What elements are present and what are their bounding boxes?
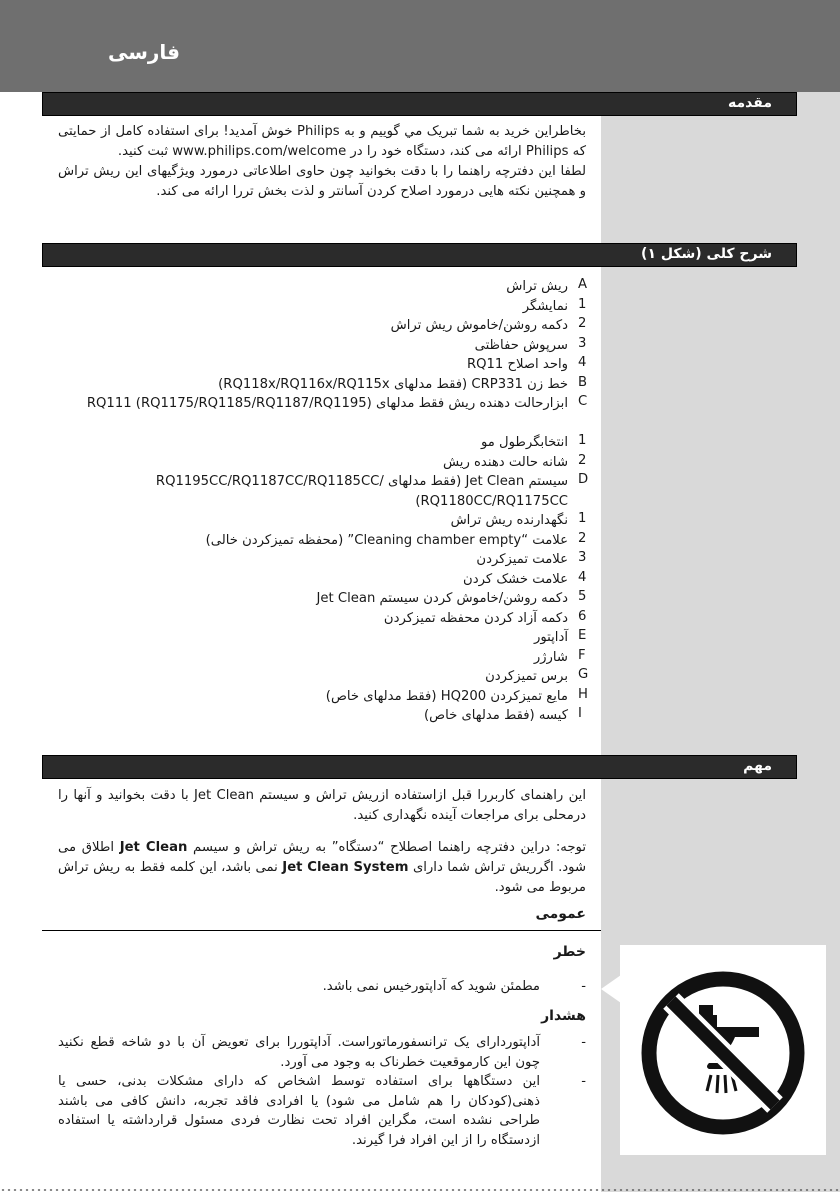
part-description: کیسه (فقط مدلهای خاص) <box>424 708 568 723</box>
danger-list <box>58 977 586 997</box>
subhead-general: عمومی <box>535 906 586 922</box>
parts-list-item <box>80 277 600 297</box>
subhead-danger: خطر <box>553 944 586 960</box>
bullet-text: این دستگاهها برای استفاده توسط اشخاص که دارای مشکلات بدنی، حسی یا ذهنی(کودکان را هم شامل می شود) یا افرادی فاقد تجربه، دانش کافی می باشند طراحی نشده است، مگراین افراد تحت نظارت فردی مسئول قرارداشته یا استفاده ازدستگاه را از این افراد فرا گیرند. <box>58 1074 540 1148</box>
note-bold-1: Jet Clean <box>119 840 188 855</box>
part-description: شارژر <box>533 649 568 665</box>
section-title-intro: مقدمه <box>728 95 772 111</box>
part-description: نگهدارنده ریش تراش <box>450 513 568 528</box>
part-code: 2 <box>578 530 587 546</box>
section-title-overview: شرح کلی (شکل ۱) <box>641 246 772 262</box>
parts-list-item <box>80 706 600 726</box>
part-code: C <box>578 394 588 409</box>
note-bold-2: Jet Clean System <box>282 860 409 875</box>
parts-list-item <box>80 375 600 395</box>
part-description: سرپوش حفاظتی <box>474 337 568 353</box>
part-description: مایع تمیزکردن HQ200 (فقط مدلهای خاص) <box>325 688 568 704</box>
parts-list-item <box>80 355 600 375</box>
bullet-text: مطمئن شوید که آداپتورخیس نمی باشد. <box>322 979 540 994</box>
section-bar-important <box>42 755 797 779</box>
part-description: علامت “Cleaning chamber empty” (محفظه تمیزکردن خالی) <box>205 532 568 548</box>
part-code: G <box>578 667 589 682</box>
bullet-dash: - <box>581 1035 586 1050</box>
bullet-item <box>58 1033 586 1072</box>
note-text-3: نمی باشد، این کلمه فقط به ریش تراش مربوط می شود. <box>58 860 586 895</box>
part-description: خط زن CRP331 (فقط مدلهای RQ118x/RQ116x/RQ115x) <box>218 376 568 392</box>
no-water-tap-icon <box>637 967 809 1139</box>
part-description: علامت خشک کردن <box>463 571 568 587</box>
part-description: ریش تراش <box>506 279 568 294</box>
part-code: A <box>578 277 588 292</box>
bullet-item <box>58 977 586 997</box>
parts-list-item <box>80 531 600 551</box>
part-code: B <box>578 374 588 390</box>
part-description: واحد اصلاح RQ11 <box>466 357 568 372</box>
part-code: H <box>578 686 588 702</box>
part-code: 3 <box>578 550 587 565</box>
intro-paragraph-2: لطفا این دفترچه راهنما را با دقت بخوانید چون حاوی اطلاعاتی درمورد ویژگیهای این ریش تراش و همچنین نکته هایی درمورد اصلاح کردن آسانتر و لذت بخش تررا ارائه می کند. <box>58 164 586 199</box>
part-code: I <box>578 706 582 721</box>
footer-dotted-border <box>0 1188 840 1192</box>
section-bar-intro <box>42 92 797 116</box>
parts-list-item <box>80 667 600 687</box>
part-code: 1 <box>578 511 587 526</box>
part-code: E <box>578 628 587 643</box>
parts-list-item <box>80 589 600 609</box>
intro-text <box>58 122 586 202</box>
part-code: 2 <box>578 316 587 331</box>
part-code: 5 <box>578 589 587 604</box>
part-code: 2 <box>578 452 587 468</box>
note-text-2: اطلاق می شود. اگرریش تراش شما دارای <box>58 840 587 875</box>
parts-list-item <box>80 609 600 629</box>
warning-list <box>58 1033 586 1150</box>
part-description: دکمه روشن/خاموش کردن سیستم Jet Clean <box>316 591 568 606</box>
part-description: شانه حالت دهنده ریش <box>442 454 568 470</box>
parts-list-item <box>80 453 600 473</box>
part-code: 1 <box>578 433 587 448</box>
parts-list-item <box>80 570 600 590</box>
part-description: سیستم Jet Clean (فقط مدلهای RQ1195CC/RQ1187CC/RQ1185CC/ RQ1180CC/RQ1175CC) <box>155 474 568 509</box>
important-text <box>58 786 586 898</box>
part-code: D <box>578 472 589 487</box>
bullet-dash: - <box>581 979 586 994</box>
parts-list-item <box>80 336 600 356</box>
part-description: دکمه آزاد کردن محفظه تمیزکردن <box>383 610 568 626</box>
parts-list-item <box>80 297 600 317</box>
part-description: آداپتور <box>533 630 568 645</box>
part-description: انتخابگرطول مو <box>480 435 568 450</box>
subhead-warning: هشدار <box>541 1008 586 1024</box>
parts-list <box>80 277 600 726</box>
part-code: 6 <box>578 608 587 624</box>
part-description: دکمه روشن/خاموش ریش تراش <box>390 318 568 333</box>
general-rule <box>42 930 601 931</box>
parts-list-item <box>80 433 600 453</box>
bullet-text: آداپتوردارای یک ترانسفورماتوراست. آداپتوررا برای تعویض آن با دو شاخه قطع نکنید چون این کارموقعیت خطرناک به وجود می آورد. <box>58 1035 540 1070</box>
part-description: ابزارحالت دهنده ریش فقط مدلهای RQ111 (RQ1175/RQ1185/RQ1187/RQ1195) <box>86 396 568 411</box>
part-description: نمایشگر <box>522 298 568 314</box>
parts-list-item <box>80 648 600 668</box>
parts-list-item <box>80 316 600 336</box>
parts-list-item <box>80 472 600 511</box>
language-header-band <box>0 0 840 92</box>
warning-illustration <box>620 945 826 1155</box>
note-text-1: توجه: دراین دفترچه راهنما اصطلاح “دستگاه” به ریش تراش و سیسم <box>187 840 586 855</box>
parts-list-item <box>80 511 600 531</box>
important-paragraph-1: این راهنمای کاربررا قبل ازاستفاده ازریش تراش و سیستم Jet Clean با دقت بخوانید و آنها را درمحلی برای مراجعات آینده نگهداری کنید. <box>58 788 587 823</box>
part-description: علامت تمیزکردن <box>476 552 568 567</box>
section-bar-overview <box>42 243 797 267</box>
part-code: 1 <box>578 296 587 312</box>
bullet-dash: - <box>581 1074 586 1089</box>
parts-list-item <box>80 687 600 707</box>
intro-paragraph-1: بخاطراین خرید به شما تبریک مي گوییم و به Philips خوش آمدید! برای استفاده کامل از حمایتی که Philips ارائه می کند، دستگاه خود را در www.philips.com/welcome ثبت کنید. <box>58 124 586 159</box>
bullet-item <box>58 1072 586 1150</box>
important-note <box>58 838 586 898</box>
language-label: فارسی <box>108 40 181 64</box>
part-code: F <box>578 647 586 663</box>
part-code: 3 <box>578 335 587 351</box>
part-code: 4 <box>578 355 587 370</box>
part-code: 4 <box>578 569 587 585</box>
part-description: برس تمیزکردن <box>485 669 568 684</box>
section-title-important: مهم <box>743 758 772 774</box>
parts-list-item <box>80 628 600 648</box>
parts-list-item <box>80 394 600 433</box>
parts-list-item <box>80 550 600 570</box>
icon-pointer <box>601 975 621 1003</box>
